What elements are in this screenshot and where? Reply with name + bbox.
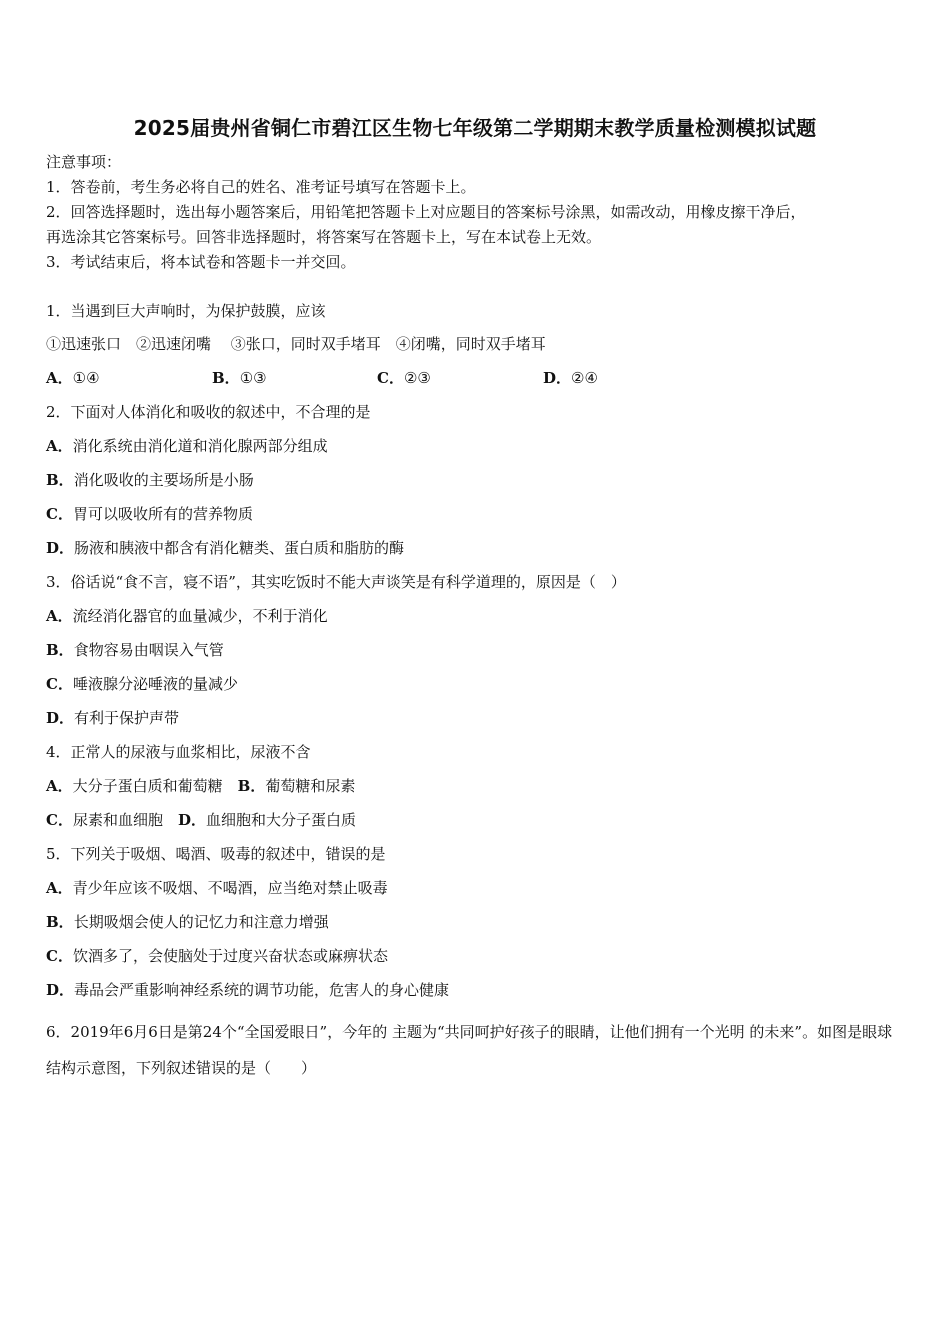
question-stem: 3．俗话说“食不言，寝不语”，其实吃饭时不能大声谈笑是有科学道理的，原因是（ ） bbox=[46, 573, 626, 591]
option-text: 血细胞和大分子蛋白质 bbox=[206, 811, 357, 829]
option-text: 消化系统由消化道和消化腺两部分组成 bbox=[72, 437, 328, 455]
option bbox=[46, 912, 329, 932]
option-label: C． bbox=[377, 369, 404, 387]
option-label: B． bbox=[212, 369, 240, 387]
option-text: 消化吸收的主要场所是小肠 bbox=[73, 471, 254, 489]
option-label: D． bbox=[543, 369, 572, 387]
option-text: ①③ bbox=[239, 369, 267, 387]
question-stem: 5．下列关于吸烟、喝酒、吸毒的叙述中，错误的是 bbox=[46, 845, 386, 863]
option-label: D． bbox=[177, 811, 206, 829]
question-stem: 4．正常人的尿液与血浆相比，尿液不含 bbox=[46, 743, 311, 761]
option-label: C． bbox=[46, 811, 73, 829]
option-row bbox=[46, 776, 355, 796]
notice-item: 2．回答选择题时，选出每小题答案后，用铅笔把答题卡上对应题目的答案标号涂黑，如需改动，用橡皮擦干净后， bbox=[46, 203, 806, 221]
option-text: 有利于保护声带 bbox=[74, 709, 180, 727]
option-row bbox=[46, 810, 356, 830]
option bbox=[46, 436, 328, 456]
notice-item: 1．答卷前，考生务必将自己的姓名、准考证号填写在答题卡上。 bbox=[46, 178, 476, 196]
option-label: A． bbox=[46, 879, 73, 897]
option bbox=[46, 504, 253, 524]
option-label: A． bbox=[46, 607, 73, 625]
option-text: 流经消化器官的血量减少，不利于消化 bbox=[72, 607, 328, 625]
option bbox=[46, 470, 254, 490]
option-text: 葡萄糖和尿素 bbox=[265, 777, 356, 795]
option bbox=[377, 368, 431, 388]
option-label: D． bbox=[46, 709, 75, 727]
option-label: B． bbox=[237, 777, 266, 795]
option-label: C． bbox=[46, 947, 73, 965]
option-text: 饮酒多了，会使脑处于过度兴奋状态或麻痹状态 bbox=[72, 947, 388, 965]
page-title: 2025届贵州省铜仁市碧江区生物七年级第二学期期末教学质量检测模拟试题 bbox=[133, 116, 817, 140]
notice-heading: 注意事项： bbox=[46, 153, 122, 171]
option-text: ①④ bbox=[72, 369, 100, 387]
option bbox=[46, 980, 449, 1000]
option bbox=[46, 640, 224, 660]
option-text: 肠液和胰液中都含有消化糖类、蛋白质和脂肪的酶 bbox=[74, 539, 405, 557]
option-label: B． bbox=[46, 641, 74, 659]
question-stem: 2．下面对人体消化和吸收的叙述中，不合理的是 bbox=[46, 403, 371, 421]
option-label: D． bbox=[46, 981, 75, 999]
option-text: 胃可以吸收所有的营养物质 bbox=[72, 505, 253, 523]
option-text: 青少年应该不吸烟、不喝酒，应当绝对禁止吸毒 bbox=[72, 879, 388, 897]
option bbox=[46, 946, 388, 966]
option-label: D． bbox=[46, 539, 75, 557]
option bbox=[46, 538, 404, 558]
option-text: ②④ bbox=[571, 369, 598, 387]
option bbox=[46, 878, 388, 898]
option-text: 尿素和血细胞 bbox=[72, 811, 163, 829]
option-label: A． bbox=[46, 437, 73, 455]
question-stem: 6．2019年6月6日是第24个“全国爱眼日”，今年的 主题为“共同呵护好孩子的眼睛，让他们拥有一个光明 的未来”。如图是眼球结构示意图，下列叙述错误的是（ ） bbox=[46, 1023, 893, 1077]
option bbox=[212, 368, 267, 388]
option-text: 大分子蛋白质和葡萄糖 bbox=[72, 777, 223, 795]
option-label: A． bbox=[46, 369, 73, 387]
option bbox=[46, 368, 100, 388]
notice-item: 再选涂其它答案标号。回答非选择题时，将答案写在答题卡上，写在本试卷上无效。 bbox=[46, 228, 602, 246]
question-stem: 1．当遇到巨大声响时，为保护鼓膜，应该 bbox=[46, 302, 326, 320]
option-text: 食物容易由咽误入气管 bbox=[73, 641, 224, 659]
notice-item: 3．考试结束后，将本试卷和答题卡一并交回。 bbox=[46, 253, 356, 271]
option bbox=[46, 674, 238, 694]
option bbox=[543, 368, 598, 388]
question-sub: ①迅速张口 ②迅速闭嘴 ③张口，同时双手堵耳 ④闭嘴，同时双手堵耳 bbox=[46, 335, 546, 353]
option-text: ②③ bbox=[403, 369, 431, 387]
option-text: 长期吸烟会使人的记忆力和注意力增强 bbox=[73, 913, 329, 931]
option-label: B． bbox=[46, 913, 74, 931]
option-text: 唾液腺分泌唾液的量减少 bbox=[72, 675, 238, 693]
option bbox=[46, 606, 328, 626]
option-label: A． bbox=[46, 777, 73, 795]
option-text: 毒品会严重影响神经系统的调节功能，危害人的身心健康 bbox=[74, 981, 450, 999]
option bbox=[46, 708, 179, 728]
option-label: B． bbox=[46, 471, 74, 489]
option-label: C． bbox=[46, 505, 73, 523]
option-label: C． bbox=[46, 675, 73, 693]
